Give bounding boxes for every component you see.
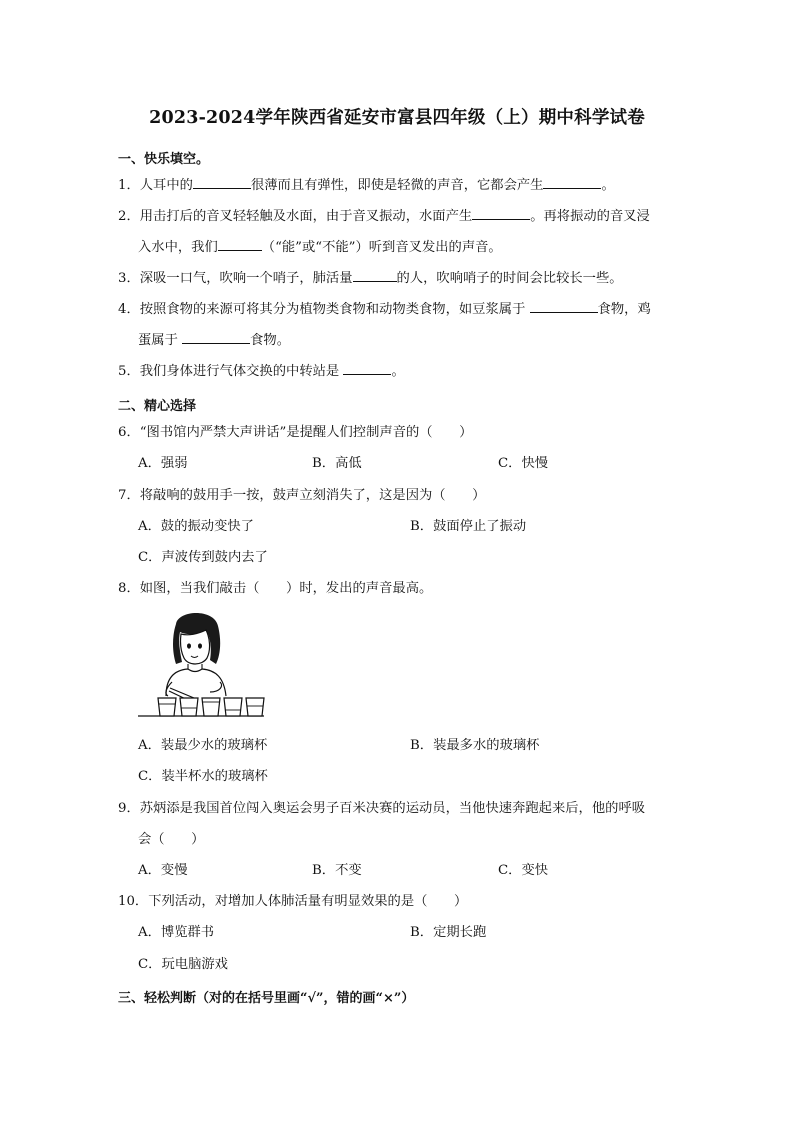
q1-text-a: 1．人耳中的 [118, 178, 193, 193]
question-10-stem: 10．下列活动，对增加人体肺活量有明显效果的是（ ） [118, 894, 468, 909]
q1-text-c: 。 [601, 178, 615, 193]
q8-option-a[interactable]: A．装最少水的玻璃杯 [138, 738, 268, 753]
answer-blank[interactable] [343, 362, 391, 375]
q10-option-a[interactable]: A．博览群书 [138, 925, 215, 940]
girl-striking-glasses-illustration [136, 612, 266, 722]
q3-text-a: 3．深吸一口气，吹响一个哨子，肺活量 [118, 271, 353, 286]
q9-option-a[interactable]: A．变慢 [138, 863, 188, 878]
q5-text-a: 5．我们身体进行气体交换的中转站是 [118, 364, 344, 379]
q6-option-b[interactable]: B．高低 [312, 456, 362, 471]
section-heading-true-false: 三、轻松判断（对的在括号里画“√”，错的画“×”） [118, 991, 415, 1006]
q9-option-b[interactable]: B．不变 [312, 863, 362, 878]
question-7-stem: 7．将敲响的鼓用手一按，鼓声立刻消失了，这是因为（ ） [118, 488, 486, 503]
answer-blank[interactable] [182, 331, 250, 344]
question-9-stem-line-1: 9．苏炳添是我国首位闯入奥运会男子百米决赛的运动员，当他快速奔跑起来后，他的呼吸 [118, 801, 646, 816]
q4-text-b: 食物，鸡 [597, 302, 651, 317]
question-2-line-2 [138, 238, 502, 257]
question-3 [118, 269, 623, 288]
question-4-line-2 [138, 331, 290, 350]
q4-text-c: 蛋属于 [138, 333, 183, 348]
answer-blank[interactable] [353, 269, 397, 282]
q1-text-b: 很薄而且有弹性，即使是轻微的声音，它都会产生 [250, 178, 544, 193]
question-1 [118, 176, 615, 195]
q8-option-b[interactable]: B．装最多水的玻璃杯 [410, 738, 540, 753]
q7-option-c[interactable]: C．声波传到鼓内去了 [138, 550, 268, 565]
q6-option-a[interactable]: A．强弱 [138, 456, 188, 471]
answer-blank[interactable] [193, 176, 251, 189]
question-2-line-1 [118, 207, 650, 226]
q7-option-a[interactable]: A．鼓的振动变快了 [138, 519, 254, 534]
q8-option-c[interactable]: C．装半杯水的玻璃杯 [138, 769, 268, 784]
q4-text-d: 食物。 [250, 333, 291, 348]
answer-blank[interactable] [543, 176, 601, 189]
q2-text-d: （“能”或“不能”）听到音叉发出的声音。 [261, 240, 502, 255]
answer-blank[interactable] [472, 207, 530, 220]
q6-option-c[interactable]: C．快慢 [498, 456, 549, 471]
question-8-stem: 8．如图，当我们敲击（ ）时，发出的声音最高。 [118, 581, 433, 596]
q2-text-c: 入水中，我们 [138, 240, 218, 255]
section-heading-fill-in: 一、快乐填空。 [118, 152, 210, 167]
answer-blank[interactable] [218, 238, 262, 251]
page-title: 2023-2024学年陕西省延安市富县四年级（上）期中科学试卷 [149, 108, 645, 128]
q2-text-a: 2．用击打后的音叉轻轻触及水面，由于音叉振动，水面产生 [118, 209, 473, 224]
q10-option-c[interactable]: C．玩电脑游戏 [138, 957, 228, 972]
q7-option-b[interactable]: B．鼓面停止了振动 [410, 519, 527, 534]
q2-text-b: 。再将振动的音叉浸 [530, 209, 650, 224]
q9-option-c[interactable]: C．变快 [498, 863, 549, 878]
question-6-stem: 6．“图书馆内严禁大声讲话”是提醒人们控制声音的（ ） [118, 425, 473, 440]
q10-option-b[interactable]: B．定期长跑 [410, 925, 487, 940]
question-4-line-1 [118, 300, 651, 319]
q3-text-b: 的人，吹响哨子的时间会比较长一些。 [396, 271, 623, 286]
question-5 [118, 362, 405, 381]
answer-blank[interactable] [530, 300, 598, 313]
q4-text-a: 4．按照食物的来源可将其分为植物类食物和动物类食物，如豆浆属于 [118, 302, 530, 317]
section-heading-choice: 二、精心选择 [118, 399, 197, 414]
question-9-stem-line-2: 会（ ） [138, 832, 205, 847]
q5-text-b: 。 [391, 364, 405, 379]
